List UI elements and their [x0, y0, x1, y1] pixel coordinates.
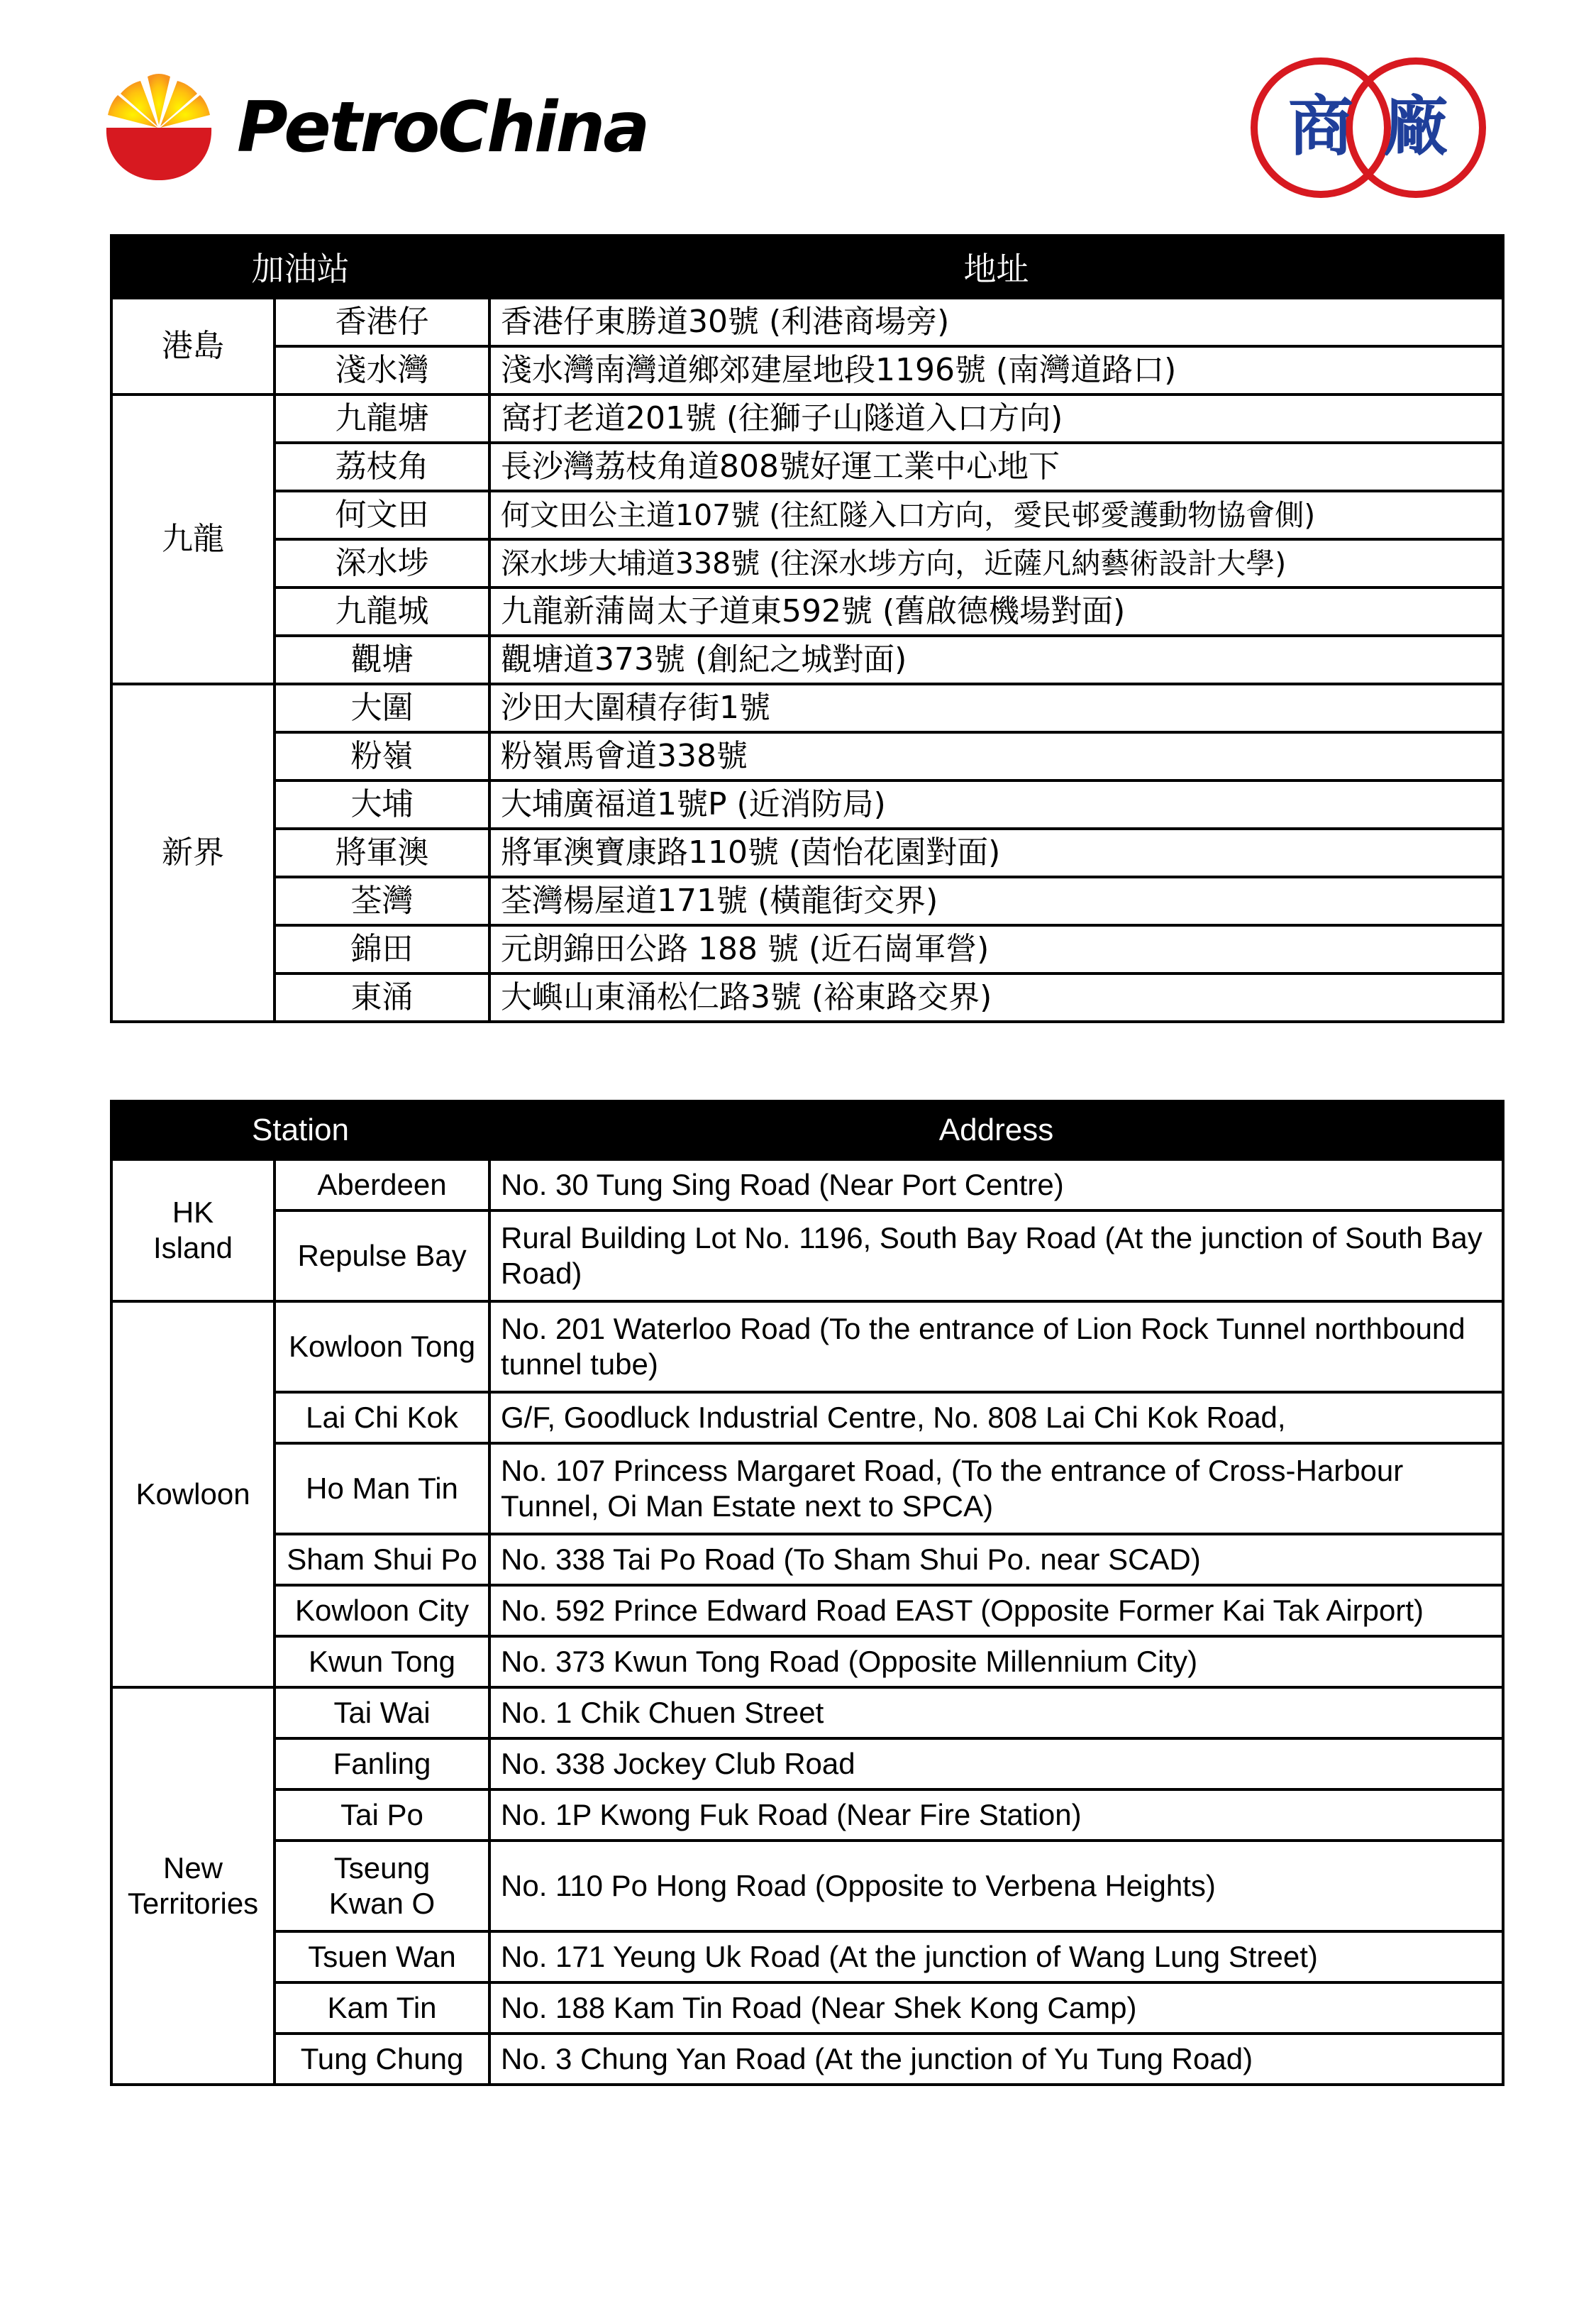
table-row — [111, 1301, 1503, 1392]
address-cell: No. 107 Princess Margaret Road, (To the entrance of Cross-Harbour Tunnel, Oi Man Estate next to SPCA) — [489, 1443, 1503, 1534]
table-row — [111, 443, 1503, 491]
region-cell: 新界 — [111, 684, 275, 1022]
table-row — [111, 346, 1503, 395]
table-row — [111, 780, 1503, 829]
table-row — [111, 829, 1503, 877]
badge-char-1: 商 — [1287, 89, 1354, 165]
table-row — [111, 877, 1503, 925]
address-cell: 將軍澳寶康路110號 (茵怡花園對面) — [489, 829, 1503, 877]
table-row — [111, 1443, 1503, 1534]
station-cell: Kowloon City — [275, 1585, 489, 1636]
table-header-row — [111, 236, 1503, 298]
table-row — [111, 1534, 1503, 1585]
station-cell: 錦田 — [275, 925, 489, 973]
address-cell: 深水埗大埔道338號 (往深水埗方向，近薩凡納藝術設計大學) — [489, 539, 1503, 587]
station-cell: 大圍 — [275, 684, 489, 732]
station-cell: 淺水灣 — [275, 346, 489, 395]
address-cell: No. 30 Tung Sing Road (Near Port Centre) — [489, 1159, 1503, 1210]
address-cell: 大埔廣福道1號P (近消防局) — [489, 780, 1503, 829]
table-row — [111, 973, 1503, 1022]
address-cell: No. 1P Kwong Fuk Road (Near Fire Station) — [489, 1789, 1503, 1841]
address-cell: 元朗錦田公路 188 號 (近石崗軍營) — [489, 925, 1503, 973]
table-row — [111, 1687, 1503, 1738]
station-cell: Lai Chi Kok — [275, 1392, 489, 1443]
address-cell: 九龍新蒲崗太子道東592號 (舊啟德機場對面) — [489, 587, 1503, 636]
address-cell: 大嶼山東涌松仁路3號 (裕東路交界) — [489, 973, 1503, 1022]
petrochina-emblem-icon — [105, 72, 213, 180]
address-cell: G/F, Goodluck Industrial Centre, No. 808 Lai Chi Kok Road, — [489, 1392, 1503, 1443]
address-cell: No. 171 Yeung Uk Road (At the junction of Wang Lung Street) — [489, 1931, 1503, 1982]
station-cell: Kowloon Tong — [275, 1301, 489, 1392]
table-row — [111, 298, 1503, 346]
station-cell: 九龍城 — [275, 587, 489, 636]
address-cell: No. 188 Kam Tin Road (Near Shek Kong Camp) — [489, 1982, 1503, 2034]
badge-char-2: 廠 — [1382, 89, 1449, 165]
station-cell: 東涌 — [275, 973, 489, 1022]
address-cell: 沙田大圍積存街1號 — [489, 684, 1503, 732]
table-row — [111, 1841, 1503, 1931]
address-cell: No. 3 Chung Yan Road (At the junction of Yu Tung Road) — [489, 2034, 1503, 2085]
station-cell: 將軍澳 — [275, 829, 489, 877]
station-cell: Fanling — [275, 1738, 489, 1789]
table-row — [111, 1789, 1503, 1841]
chinese-station-table — [110, 234, 1504, 1023]
merchant-badge-logo — [1243, 53, 1494, 203]
station-cell: Tung Chung — [275, 2034, 489, 2085]
table-row — [111, 1392, 1503, 1443]
address-cell: 窩打老道201號 (往獅子山隧道入口方向) — [489, 395, 1503, 443]
address-cell: 荃灣楊屋道171號 (橫龍街交界) — [489, 877, 1503, 925]
station-cell: 觀塘 — [275, 636, 489, 684]
table-row — [111, 2034, 1503, 2085]
table-row — [111, 1159, 1503, 1210]
address-header: 地址 — [489, 236, 1503, 298]
station-cell: 香港仔 — [275, 298, 489, 346]
table-row — [111, 1738, 1503, 1789]
table-row — [111, 395, 1503, 443]
address-cell: No. 592 Prince Edward Road EAST (Opposite Former Kai Tak Airport) — [489, 1585, 1503, 1636]
station-cell: 粉嶺 — [275, 732, 489, 780]
station-cell: Kwun Tong — [275, 1636, 489, 1687]
table-row — [111, 1636, 1503, 1687]
page-header — [0, 0, 1596, 213]
table-header-row — [111, 1101, 1503, 1159]
station-cell: Tseung Kwan O — [275, 1841, 489, 1931]
station-cell: Ho Man Tin — [275, 1443, 489, 1534]
station-cell: Tai Wai — [275, 1687, 489, 1738]
address-cell: No. 338 Tai Po Road (To Sham Shui Po. near SCAD) — [489, 1534, 1503, 1585]
table-row — [111, 491, 1503, 539]
table-row — [111, 1585, 1503, 1636]
region-cell: 港島 — [111, 298, 275, 395]
address-cell: No. 110 Po Hong Road (Opposite to Verbena Heights) — [489, 1841, 1503, 1931]
station-cell: 何文田 — [275, 491, 489, 539]
petrochina-logo-text: PetroChina — [237, 87, 648, 168]
table-row — [111, 1982, 1503, 2034]
address-cell: No. 1 Chik Chuen Street — [489, 1687, 1503, 1738]
address-cell: 何文田公主道107號 (往紅隧入口方向，愛民邨愛護動物協會側) — [489, 491, 1503, 539]
address-cell: 長沙灣荔枝角道808號好運工業中心地下 — [489, 443, 1503, 491]
station-cell: 大埔 — [275, 780, 489, 829]
english-station-table — [110, 1100, 1504, 2086]
address-cell: No. 201 Waterloo Road (To the entrance of Lion Rock Tunnel northbound tunnel tube) — [489, 1301, 1503, 1392]
region-cell: New Territories — [111, 1687, 275, 2085]
table-row — [111, 587, 1503, 636]
table-row — [111, 1210, 1503, 1301]
station-header: Station — [111, 1101, 489, 1159]
address-cell: 觀塘道373號 (創紀之城對面) — [489, 636, 1503, 684]
address-header: Address — [489, 1101, 1503, 1159]
station-cell: Tsuen Wan — [275, 1931, 489, 1982]
station-cell: 荔枝角 — [275, 443, 489, 491]
address-cell: Rural Building Lot No. 1196, South Bay Road (At the junction of South Bay Road) — [489, 1210, 1503, 1301]
station-cell: 荃灣 — [275, 877, 489, 925]
address-cell: 淺水灣南灣道鄉郊建屋地段1196號 (南灣道路口) — [489, 346, 1503, 395]
table-row — [111, 925, 1503, 973]
address-cell: No. 373 Kwun Tong Road (Opposite Millennium City) — [489, 1636, 1503, 1687]
station-cell: Aberdeen — [275, 1159, 489, 1210]
region-cell: Kowloon — [111, 1301, 275, 1687]
table-row — [111, 732, 1503, 780]
table-row — [111, 636, 1503, 684]
region-cell: 九龍 — [111, 395, 275, 684]
station-cell: Tai Po — [275, 1789, 489, 1841]
station-cell: Sham Shui Po — [275, 1534, 489, 1585]
address-cell: 香港仔東勝道30號 (利港商場旁) — [489, 298, 1503, 346]
table-row — [111, 1931, 1503, 1982]
region-cell: HK Island — [111, 1159, 275, 1301]
station-cell: Kam Tin — [275, 1982, 489, 2034]
station-cell: 九龍塘 — [275, 395, 489, 443]
station-cell: Repulse Bay — [275, 1210, 489, 1301]
table-row — [111, 684, 1503, 732]
station-cell: 深水埗 — [275, 539, 489, 587]
address-cell: No. 338 Jockey Club Road — [489, 1738, 1503, 1789]
table-row — [111, 539, 1503, 587]
station-header: 加油站 — [111, 236, 489, 298]
address-cell: 粉嶺馬會道338號 — [489, 732, 1503, 780]
